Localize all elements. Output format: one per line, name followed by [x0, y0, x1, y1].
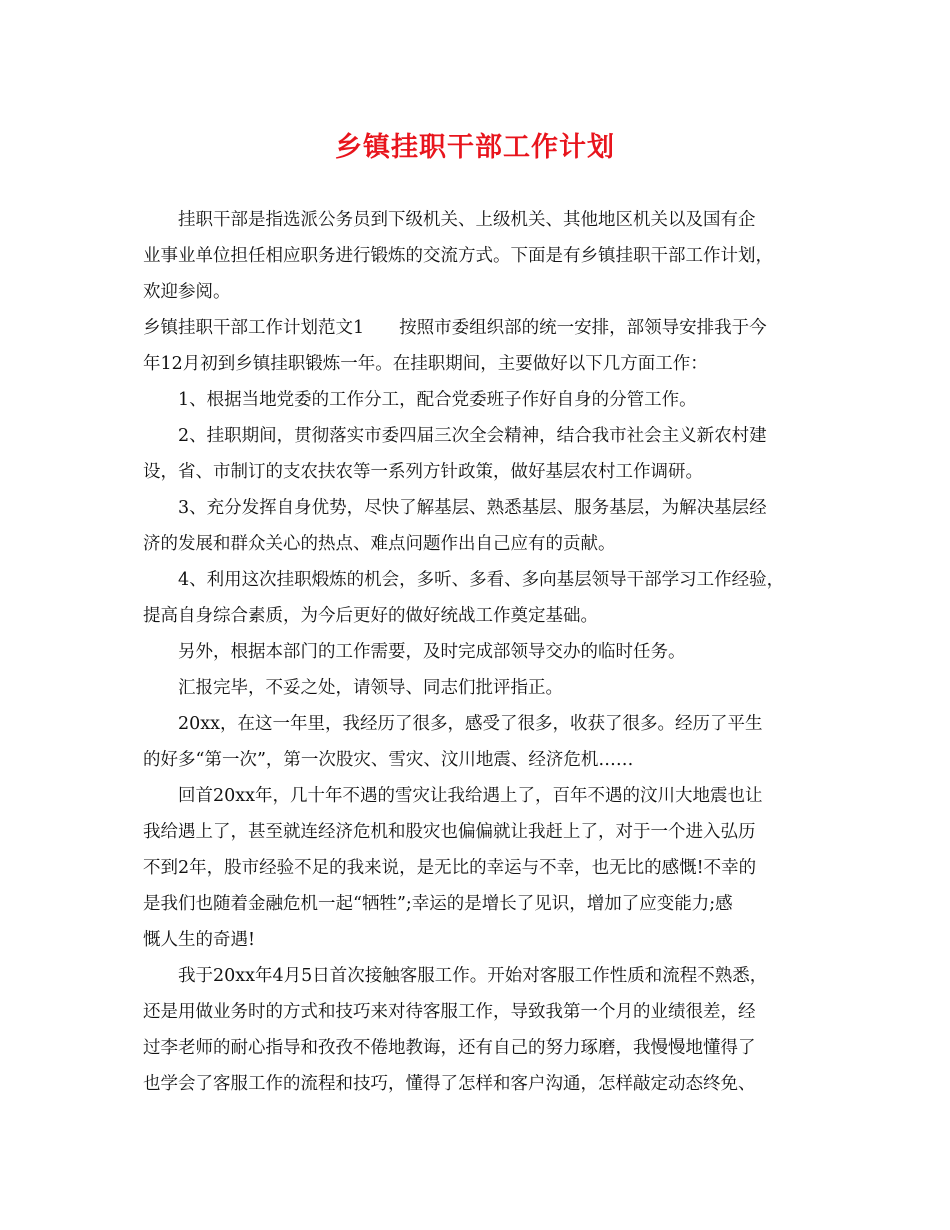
- paragraph-line: 3、充分发挥自身优势，尽快了解基层、熟悉基层、服务基层，为解决基层经: [178, 498, 767, 518]
- paragraph-line: 汇报完毕，不妥之处，请领导、同志们批评指正。: [178, 678, 563, 698]
- paragraph-line: 还是用做业务时的方式和技巧来对待客服工作，导致我第一个月的业绩很差，经: [143, 1002, 756, 1022]
- paragraph-line: 乡镇挂职干部工作计划范文1 按照市委组织部的统一安排，部领导安排我于今: [143, 318, 767, 338]
- paragraph-line: 挂职干部是指选派公务员到下级机关、上级机关、其他地区机关以及国有企: [178, 210, 756, 230]
- document-body: [143, 202, 815, 1102]
- paragraph-line: 20xx，在这一年里，我经历了很多，感受了很多，收获了很多。经历了平生: [178, 714, 763, 734]
- paragraph-line: 我于20xx年4月5日首次接触客服工作。开始对客服工作性质和流程不熟悉，: [178, 966, 768, 986]
- paragraph-line: 过李老师的耐心指导和孜孜不倦地教诲，还有自己的努力琢磨，我慢慢地懂得了: [143, 1038, 756, 1058]
- paragraph-line: 欢迎参阅。: [143, 282, 231, 302]
- paragraph-line: 2、挂职期间，贯彻落实市委四届三次全会精神，结合我市社会主义新农村建: [178, 426, 767, 446]
- paragraph-line: 也学会了客服工作的流程和技巧，懂得了怎样和客户沟通，怎样敲定动态终免、: [143, 1074, 756, 1094]
- paragraph-line: 另外，根据本部门的工作需要，及时完成部领导交办的临时任务。: [178, 642, 686, 662]
- paragraph-line: 不到2年，股市经验不足的我来说，是无比的幸运与不幸，也无比的感慨!不幸的: [143, 858, 757, 878]
- paragraph-line: 的好多“第一次”，第一次股灾、雪灾、汶川地震、经济危机……: [143, 750, 634, 770]
- paragraph-line: 年12月初到乡镇挂职锻炼一年。在挂职期间，主要做好以下几方面工作：: [143, 354, 708, 374]
- paragraph-line: 业事业单位担任相应职务进行锻炼的交流方式。下面是有乡镇挂职干部工作计划，: [143, 246, 773, 266]
- paragraph-line: 回首20xx年，几十年不遇的雪灾让我给遇上了，百年不遇的汶川大地震也让: [178, 786, 763, 806]
- document-title: 乡镇挂职干部工作计划: [335, 132, 615, 163]
- paragraph-line: 1、根据当地党委的工作分工，配合党委班子作好自身的分管工作。: [178, 390, 697, 410]
- paragraph-line: 我给遇上了，甚至就连经济危机和股灾也偏偏就让我赶上了，对于一个进入弘历: [143, 822, 756, 842]
- paragraph-line: 慨人生的奇遇!: [143, 930, 256, 950]
- paragraph-line: 设，省、市制订的支农扶农等一系列方针政策，做好基层农村工作调研。: [143, 462, 703, 482]
- paragraph-line: 济的发展和群众关心的热点、难点问题作出自己应有的贡献。: [143, 534, 616, 554]
- paragraph-line: 4、利用这次挂职煅炼的机会，多听、多看、多向基层领导干部学习工作经验，: [178, 570, 785, 590]
- paragraph-line: 是我们也随着金融危机一起“牺牲”;幸运的是增长了见识，增加了应变能力;感: [143, 894, 733, 914]
- paragraph-line: 提高自身综合素质，为今后更好的做好统战工作奠定基础。: [143, 606, 598, 626]
